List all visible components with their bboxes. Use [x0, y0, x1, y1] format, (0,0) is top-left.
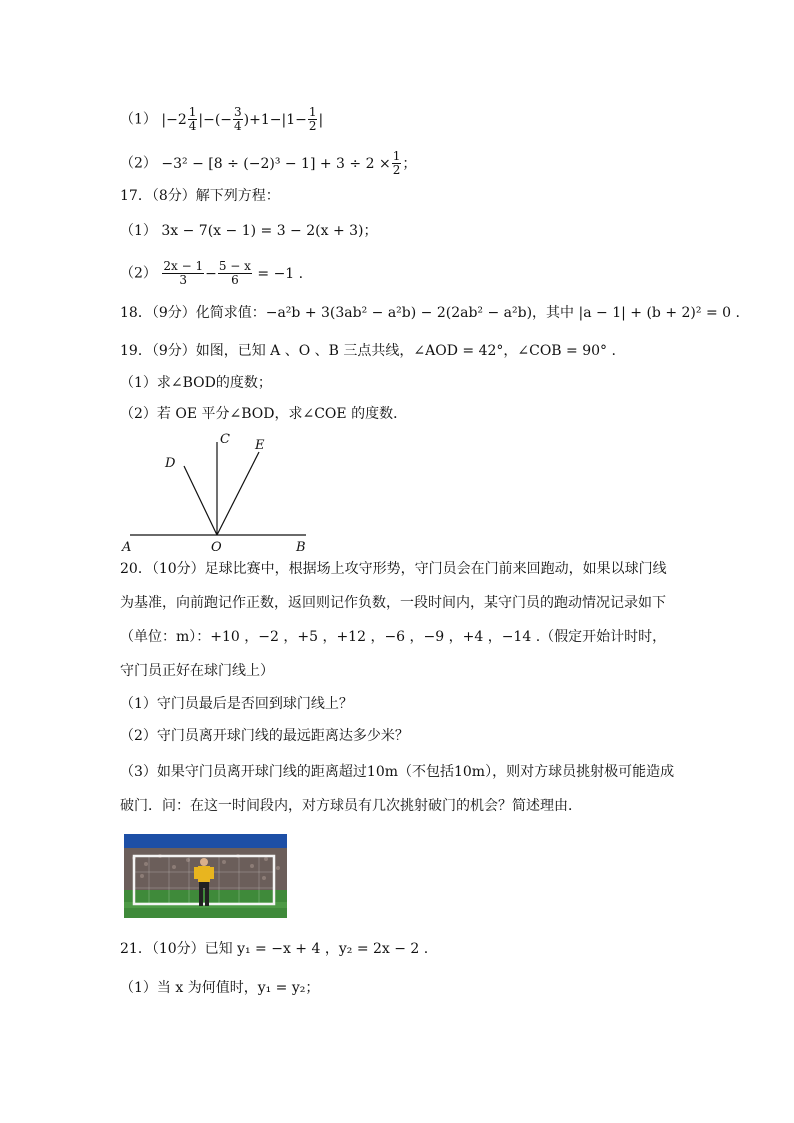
numerator: 1: [308, 105, 317, 119]
denominator: 4: [234, 119, 242, 134]
item-label: （1）: [120, 223, 157, 239]
numerator: 1: [188, 105, 197, 119]
denominator: 4: [188, 119, 197, 134]
expr-part: )+1−|1−: [243, 111, 307, 128]
p19-item2: （2）若 OE 平分∠BOD，求∠COE 的度数．: [120, 406, 408, 422]
p16-item1: [120, 106, 323, 133]
numerator: 5 − x: [218, 259, 251, 273]
denominator: 2: [392, 163, 401, 178]
label-b: B: [296, 540, 306, 555]
denominator: 2: [308, 119, 317, 134]
p19-heading: 19．（9分）如图，已知 A 、O 、B 三点共线，∠AOD = 42°，∠COB = 90° .: [120, 343, 616, 359]
item-label: （2）: [120, 155, 157, 172]
ray-oe: [217, 452, 259, 535]
fraction: [162, 260, 204, 287]
math-expr: [161, 259, 304, 288]
denominator: 6: [231, 273, 239, 288]
p17-item2: [120, 260, 303, 287]
expr-part: = −1 .: [257, 265, 304, 282]
math-expr: [161, 105, 324, 134]
expr-part: ；: [402, 155, 417, 172]
expr-part: |−(−: [198, 111, 233, 128]
expr-part: −3² − [8 ÷ (−2)³ − 1] + 3 ÷ 2 ×: [161, 155, 391, 172]
p20-paragraph: 20．（10分）足球比赛中，根据场上攻守形势，守门员会在门前来回跑动，如果以球门线为基准，向前跑记作正数，返回则记作负数，一段时间内，某守门员的跑动情况记录如下（单位：m）：+10 ，−2 ，+5 ，+12 ，−6 ，−9 ，+4 ，−14 .（假定开始计时时，守门员正好在球门线上）: [120, 561, 667, 679]
p18-text: 18．（9分）化简求值：−a²b + 3(3ab² − a²b) − 2(2ab² − a²b)，其中 |a − 1| + (b + 2)² = 0 .: [120, 305, 740, 321]
label-d: D: [165, 456, 176, 471]
item-label: （1）: [120, 111, 157, 128]
p17-heading: 17．（8分）解下列方程：: [120, 188, 280, 204]
fraction: [392, 150, 402, 177]
fraction: [218, 260, 252, 287]
p20-item1: （1）守门员最后是否回到球门线上？: [120, 696, 353, 712]
expr-part: |: [318, 111, 324, 128]
label-c: C: [220, 432, 230, 447]
expr-part: −: [205, 265, 217, 282]
label-a: A: [122, 540, 132, 555]
denominator: 3: [179, 273, 188, 288]
goalkeeper-photo: [124, 834, 287, 918]
expr-part: |−2: [161, 111, 187, 128]
fraction: [188, 106, 198, 133]
ray-od: [184, 466, 217, 535]
p20-item3: （3）如果守门员离开球门线的距离超过10m（不包括10m），则对方球员挑射极可能造成破门．问：在这一时间段内，对方球员有几次挑射破门的机会？简述理由．: [120, 764, 675, 814]
p19-item1: （1）求∠BOD的度数；: [120, 375, 272, 391]
label-o: O: [211, 540, 222, 555]
math-expr: [161, 149, 417, 178]
numerator: 2x − 1: [163, 259, 204, 273]
numerator: 1: [392, 149, 401, 163]
fraction: [233, 106, 243, 133]
p20-item2: （2）守门员离开球门线的最远距离达多少米？: [120, 728, 409, 744]
p17-item1: [120, 224, 378, 238]
p21-heading: 21．（10分）已知 y₁ = −x + 4 ，y₂ = 2x − 2 .: [120, 941, 429, 957]
numerator: 3: [234, 105, 242, 119]
p21-item1: （1）当 x 为何值时，y₁ = y₂；: [120, 980, 320, 996]
label-e: E: [255, 438, 265, 453]
geometry-figure: [110, 425, 330, 560]
p16-item2: [120, 150, 416, 177]
item-label: （2）: [120, 265, 157, 282]
fraction: [308, 106, 318, 133]
math-expr: 3x − 7(x − 1) = 3 − 2(x + 3)；: [161, 223, 378, 239]
